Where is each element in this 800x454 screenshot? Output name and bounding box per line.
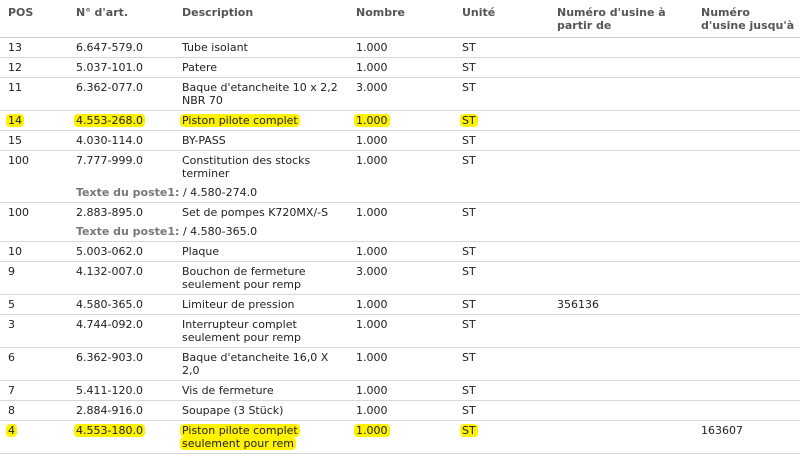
cell-unite-text: ST (462, 265, 476, 278)
cell-desc (174, 151, 348, 184)
cell-unite-text: ST (462, 404, 476, 417)
col-header-to: Numéro d'usine jusqu'à (693, 0, 800, 38)
cell-nombre-text: 1.000 (356, 134, 388, 147)
cell-desc (174, 38, 348, 58)
cell-desc (174, 111, 348, 131)
cell-from (549, 203, 693, 223)
cell-pos (0, 203, 68, 223)
cell-art (68, 421, 174, 454)
table-row[interactable] (0, 111, 800, 131)
cell-art-text: 7.777-999.0 (76, 154, 143, 167)
cell-unite-text: ST (462, 318, 476, 331)
cell-pos-text: 7 (8, 384, 15, 397)
cell-unite (454, 38, 549, 58)
table-row[interactable] (0, 381, 800, 401)
cell-unite (454, 131, 549, 151)
cell-from (549, 131, 693, 151)
col-header-art: N° d'art. (68, 0, 174, 38)
cell-unite (454, 421, 549, 454)
cell-nombre-text: 3.000 (356, 81, 388, 94)
cell-nombre (348, 315, 454, 348)
subrow-value: / 4.580-274.0 (182, 186, 258, 199)
cell-to (693, 401, 800, 421)
cell-art (68, 401, 174, 421)
cell-to (693, 203, 800, 223)
cell-from (549, 58, 693, 78)
cell-art-text: 5.037-101.0 (76, 61, 143, 74)
cell-unite (454, 401, 549, 421)
cell-nombre-text: 1.000 (356, 318, 388, 331)
cell-art (68, 38, 174, 58)
cell-desc-text: Vis de fermeture (182, 384, 274, 397)
cell-art (68, 151, 174, 184)
cell-unite (454, 58, 549, 78)
table-row[interactable] (0, 242, 800, 262)
cell-desc-text: Constitution des stocks terminer (182, 154, 311, 180)
col-header-nombre: Nombre (348, 0, 454, 38)
cell-unite (454, 203, 549, 223)
table-subrow (0, 183, 800, 203)
cell-from (549, 38, 693, 58)
cell-to (693, 315, 800, 348)
cell-unite-text: ST (462, 81, 476, 94)
cell-art-text: 6.647-579.0 (76, 41, 143, 54)
cell-unite-text: ST (462, 245, 476, 258)
cell-to (693, 348, 800, 381)
cell-to (693, 262, 800, 295)
table-header-row (0, 0, 800, 38)
cell-desc-text: Limiteur de pression (182, 298, 295, 311)
cell-from (549, 262, 693, 295)
cell-nombre-text: 3.000 (356, 265, 388, 278)
cell-to (693, 78, 800, 111)
cell-desc (174, 131, 348, 151)
cell-nombre-text: 1.000 (356, 404, 388, 417)
cell-nombre-text: 1.000 (356, 298, 388, 311)
cell-unite (454, 315, 549, 348)
subrow-label: Texte du poste1: (76, 186, 180, 199)
cell-desc (174, 315, 348, 348)
col-header-pos: POS (0, 0, 68, 38)
cell-pos (0, 315, 68, 348)
col-header-from: Numéro d'usine à partir de (549, 0, 693, 38)
cell-art (68, 111, 174, 131)
cell-desc-text: Soupape (3 Stück) (182, 404, 284, 417)
cell-nombre-text: 1.000 (356, 206, 388, 219)
table-row[interactable] (0, 315, 800, 348)
table-row[interactable] (0, 58, 800, 78)
cell-art-text: 4.744-092.0 (76, 318, 143, 331)
cell-art (68, 131, 174, 151)
cell-art-text: 5.003-062.0 (76, 245, 143, 258)
cell-to (693, 242, 800, 262)
cell-art (68, 348, 174, 381)
cell-unite (454, 381, 549, 401)
cell-unite-text: ST (462, 61, 476, 74)
cell-nombre (348, 262, 454, 295)
table-row[interactable] (0, 78, 800, 111)
col-header-desc: Description (174, 0, 348, 38)
cell-nombre-text: 1.000 (356, 41, 388, 54)
cell-unite-text: ST (462, 298, 476, 311)
cell-to (693, 58, 800, 78)
cell-art (68, 295, 174, 315)
cell-pos (0, 38, 68, 58)
cell-pos (0, 401, 68, 421)
cell-desc (174, 58, 348, 78)
cell-nombre-text: 1.000 (356, 384, 388, 397)
cell-desc (174, 242, 348, 262)
cell-nombre-text: 1.000 (356, 424, 388, 437)
cell-unite-text: ST (462, 134, 476, 147)
cell-nombre (348, 203, 454, 223)
cell-desc-text: Bouchon de fermeture seulement pour remp (182, 265, 306, 291)
cell-desc-text: Baque d'etancheite 10 x 2,2 NBR 70 (182, 81, 338, 107)
cell-pos-text: 12 (8, 61, 22, 74)
cell-pos (0, 151, 68, 184)
cell-pos (0, 58, 68, 78)
cell-unite-text: ST (462, 424, 476, 437)
cell-pos-text: 4 (8, 424, 15, 437)
cell-unite (454, 151, 549, 184)
table-row[interactable] (0, 151, 800, 184)
cell-desc-text: Tube isolant (182, 41, 248, 54)
cell-desc-text: Baque d'etancheite 16,0 X 2,0 (182, 351, 329, 377)
cell-unite (454, 111, 549, 131)
cell-pos (0, 381, 68, 401)
cell-from (549, 111, 693, 131)
table-row[interactable] (0, 38, 800, 58)
cell-desc (174, 262, 348, 295)
cell-unite-text: ST (462, 41, 476, 54)
table-row[interactable] (0, 131, 800, 151)
cell-desc (174, 381, 348, 401)
cell-from (549, 381, 693, 401)
cell-pos-text: 14 (8, 114, 22, 127)
table-row[interactable] (0, 262, 800, 295)
cell-nombre (348, 38, 454, 58)
cell-art-text: 2.884-916.0 (76, 404, 143, 417)
cell-art-text: 4.553-268.0 (76, 114, 143, 127)
cell-unite-text: ST (462, 384, 476, 397)
cell-desc (174, 401, 348, 421)
cell-unite (454, 295, 549, 315)
cell-nombre (348, 381, 454, 401)
cell-art-text: 6.362-077.0 (76, 81, 143, 94)
table-row[interactable] (0, 203, 800, 223)
cell-art-text: 5.411-120.0 (76, 384, 143, 397)
cell-to (693, 38, 800, 58)
cell-to (693, 295, 800, 315)
cell-unite (454, 262, 549, 295)
cell-from (549, 348, 693, 381)
table-row[interactable] (0, 348, 800, 381)
cell-from (549, 78, 693, 111)
cell-desc-text: Plaque (182, 245, 220, 258)
cell-nombre (348, 242, 454, 262)
cell-art (68, 381, 174, 401)
cell-art-text: 6.362-903.0 (76, 351, 143, 364)
subrow-spacer (0, 183, 68, 203)
cell-desc (174, 203, 348, 223)
cell-from (549, 242, 693, 262)
col-header-unite: Unité (454, 0, 549, 38)
cell-to (693, 381, 800, 401)
cell-nombre (348, 78, 454, 111)
cell-pos-text: 13 (8, 41, 22, 54)
cell-art-text: 4.553-180.0 (76, 424, 143, 437)
cell-from (549, 401, 693, 421)
table-subrow (0, 222, 800, 242)
cell-nombre-text: 1.000 (356, 351, 388, 364)
cell-pos (0, 262, 68, 295)
cell-nombre (348, 401, 454, 421)
subrow-text (68, 222, 800, 242)
cell-unite-text: ST (462, 154, 476, 167)
cell-pos-text: 100 (8, 154, 29, 167)
cell-nombre (348, 131, 454, 151)
cell-pos-text: 6 (8, 351, 15, 364)
cell-pos (0, 348, 68, 381)
cell-to (693, 151, 800, 184)
cell-to (693, 421, 800, 454)
cell-pos-text: 10 (8, 245, 22, 258)
cell-from (549, 315, 693, 348)
cell-to-text: 163607 (701, 424, 743, 437)
table-row[interactable] (0, 401, 800, 421)
cell-nombre-text: 1.000 (356, 114, 388, 127)
cell-pos (0, 78, 68, 111)
cell-nombre-text: 1.000 (356, 154, 388, 167)
cell-pos-text: 11 (8, 81, 22, 94)
cell-from (549, 151, 693, 184)
cell-pos (0, 111, 68, 131)
cell-pos-text: 15 (8, 134, 22, 147)
cell-unite (454, 78, 549, 111)
cell-desc-text: Piston pilote complet (182, 114, 298, 127)
cell-pos-text: 3 (8, 318, 15, 331)
cell-unite (454, 242, 549, 262)
cell-pos (0, 421, 68, 454)
cell-pos-text: 9 (8, 265, 15, 278)
cell-desc-text: Set de pompes K720MX/-S (182, 206, 329, 219)
cell-nombre (348, 348, 454, 381)
cell-pos-text: 100 (8, 206, 29, 219)
cell-pos (0, 295, 68, 315)
cell-art (68, 78, 174, 111)
cell-desc-text: Patere (182, 61, 218, 74)
cell-desc (174, 348, 348, 381)
cell-art-text: 2.883-895.0 (76, 206, 143, 219)
subrow-value: / 4.580-365.0 (182, 225, 258, 238)
cell-nombre (348, 111, 454, 131)
cell-art (68, 315, 174, 348)
cell-unite-text: ST (462, 206, 476, 219)
cell-unite-text: ST (462, 351, 476, 364)
cell-nombre-text: 1.000 (356, 245, 388, 258)
cell-nombre-text: 1.000 (356, 61, 388, 74)
cell-desc (174, 78, 348, 111)
cell-from (549, 421, 693, 454)
cell-pos (0, 242, 68, 262)
cell-pos-text: 8 (8, 404, 15, 417)
cell-art-text: 4.030-114.0 (76, 134, 143, 147)
cell-nombre (348, 421, 454, 454)
cell-desc-text: Piston pilote complet seulement pour rem (182, 424, 298, 450)
subrow-label: Texte du poste1: (76, 225, 180, 238)
cell-nombre (348, 58, 454, 78)
subrow-text (68, 183, 800, 203)
table-row[interactable] (0, 295, 800, 315)
cell-from (549, 295, 693, 315)
table-row[interactable] (0, 421, 800, 454)
cell-desc (174, 295, 348, 315)
cell-pos (0, 131, 68, 151)
table-body (0, 38, 800, 454)
cell-art-text: 4.580-365.0 (76, 298, 143, 311)
cell-nombre (348, 151, 454, 184)
cell-pos-text: 5 (8, 298, 15, 311)
cell-to (693, 131, 800, 151)
cell-art (68, 262, 174, 295)
cell-art (68, 203, 174, 223)
cell-art (68, 242, 174, 262)
cell-art (68, 58, 174, 78)
cell-art-text: 4.132-007.0 (76, 265, 143, 278)
cell-nombre (348, 295, 454, 315)
cell-to (693, 111, 800, 131)
cell-desc (174, 421, 348, 454)
cell-from-text: 356136 (557, 298, 599, 311)
cell-desc-text: Interrupteur complet seulement pour remp (182, 318, 302, 344)
cell-unite (454, 348, 549, 381)
cell-desc-text: BY-PASS (182, 134, 226, 147)
subrow-spacer (0, 222, 68, 242)
cell-unite-text: ST (462, 114, 476, 127)
